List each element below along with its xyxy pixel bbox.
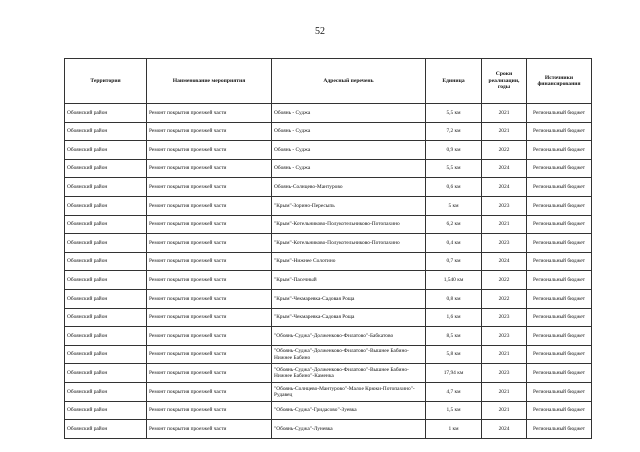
cell-source: Региональный бюджет xyxy=(527,401,592,420)
cell-unit: 5,8 км xyxy=(426,345,482,364)
roads-repair-table xyxy=(64,58,592,439)
cell-event: Ремонт покрытия проезжей части xyxy=(147,122,272,141)
cell-address: Обоянь - Суджа xyxy=(272,104,426,123)
header-source: Источники финансирования xyxy=(527,59,592,104)
cell-year: 2022 xyxy=(482,271,527,290)
cell-year: 2021 xyxy=(482,345,527,364)
cell-source: Региональный бюджет xyxy=(527,382,592,401)
cell-address: "Обоянь-Суджа"-Долженково-Филатово"-Вышнее Бабино-Нижнее Бабино xyxy=(272,345,426,364)
cell-event: Ремонт покрытия проезжей части xyxy=(147,364,272,383)
cell-unit: 7,2 км xyxy=(426,122,482,141)
table-row xyxy=(65,271,592,290)
cell-unit: 0,9 км xyxy=(426,141,482,160)
cell-unit: 1,6 км xyxy=(426,308,482,327)
cell-source: Региональный бюджет xyxy=(527,104,592,123)
cell-year: 2023 xyxy=(482,327,527,346)
cell-year: 2021 xyxy=(482,104,527,123)
cell-territory: Обоянский район xyxy=(65,420,147,439)
table-row xyxy=(65,252,592,271)
table-row xyxy=(65,345,592,364)
cell-address: Обоянь-Солнцево-Мантурово xyxy=(272,178,426,197)
cell-source: Региональный бюджет xyxy=(527,252,592,271)
cell-unit: 0,4 км xyxy=(426,234,482,253)
cell-source: Региональный бюджет xyxy=(527,178,592,197)
cell-event: Ремонт покрытия проезжей части xyxy=(147,401,272,420)
cell-year: 2024 xyxy=(482,178,527,197)
cell-unit: 17,94 км xyxy=(426,364,482,383)
cell-address: "Крым"-Котельниково-Полукотельниково-Потопахино xyxy=(272,234,426,253)
cell-event: Ремонт покрытия проезжей части xyxy=(147,271,272,290)
cell-year: 2023 xyxy=(482,196,527,215)
cell-address: "Крым"-Чекмаревка-Садовая Роща xyxy=(272,308,426,327)
cell-territory: Обоянский район xyxy=(65,327,147,346)
cell-territory: Обоянский район xyxy=(65,122,147,141)
table-row xyxy=(65,382,592,401)
cell-address: "Обоянь-Суджа"-Гридасово"-Зуевка xyxy=(272,401,426,420)
table-row xyxy=(65,215,592,234)
table-header-row xyxy=(65,59,592,104)
table-row xyxy=(65,289,592,308)
header-territory: Территория xyxy=(65,59,147,104)
cell-unit: 8,5 км xyxy=(426,327,482,346)
table-row xyxy=(65,308,592,327)
cell-unit: 6,2 км xyxy=(426,215,482,234)
cell-event: Ремонт покрытия проезжей части xyxy=(147,196,272,215)
cell-year: 2021 xyxy=(482,122,527,141)
cell-territory: Обоянский район xyxy=(65,252,147,271)
cell-source: Региональный бюджет xyxy=(527,308,592,327)
cell-territory: Обоянский район xyxy=(65,196,147,215)
cell-event: Ремонт покрытия проезжей части xyxy=(147,234,272,253)
table-row xyxy=(65,327,592,346)
cell-territory: Обоянский район xyxy=(65,289,147,308)
cell-source: Региональный бюджет xyxy=(527,215,592,234)
table-row xyxy=(65,104,592,123)
table-row xyxy=(65,122,592,141)
header-years: Сроки реализации, годы xyxy=(482,59,527,104)
cell-event: Ремонт покрытия проезжей части xyxy=(147,327,272,346)
cell-year: 2021 xyxy=(482,382,527,401)
cell-event: Ремонт покрытия проезжей части xyxy=(147,215,272,234)
cell-unit: 0,8 км xyxy=(426,289,482,308)
cell-address: Обоянь - Суджа xyxy=(272,141,426,160)
cell-territory: Обоянский район xyxy=(65,271,147,290)
cell-event: Ремонт покрытия проезжей части xyxy=(147,345,272,364)
cell-source: Региональный бюджет xyxy=(527,327,592,346)
cell-event: Ремонт покрытия проезжей части xyxy=(147,141,272,160)
cell-address: Обоянь - Суджа xyxy=(272,122,426,141)
table-row xyxy=(65,420,592,439)
cell-territory: Обоянский район xyxy=(65,178,147,197)
cell-year: 2022 xyxy=(482,141,527,160)
cell-year: 2024 xyxy=(482,252,527,271)
cell-territory: Обоянский район xyxy=(65,364,147,383)
cell-source: Региональный бюджет xyxy=(527,159,592,178)
header-event: Наименование мероприятия xyxy=(147,59,272,104)
cell-source: Региональный бюджет xyxy=(527,141,592,160)
cell-year: 2021 xyxy=(482,401,527,420)
cell-address: "Крым"-Пасечный xyxy=(272,271,426,290)
header-unit: Единица xyxy=(426,59,482,104)
cell-address: "Обоянь-Суджа"-Долженково-Филатово"-Бабкатово xyxy=(272,327,426,346)
cell-territory: Обоянский район xyxy=(65,141,147,160)
header-address: Адресный перечень xyxy=(272,59,426,104)
cell-year: 2023 xyxy=(482,308,527,327)
cell-territory: Обоянский район xyxy=(65,215,147,234)
cell-source: Региональный бюджет xyxy=(527,271,592,290)
cell-source: Региональный бюджет xyxy=(527,364,592,383)
cell-event: Ремонт покрытия проезжей части xyxy=(147,159,272,178)
cell-address: "Обоянь-Солнцево-Мантурово"-Малое Крюки-Потопахино"-Рудавец xyxy=(272,382,426,401)
cell-address: "Крым"-Котельниково-Полукотельниково-Потопахино xyxy=(272,215,426,234)
cell-year: 2023 xyxy=(482,234,527,253)
cell-unit: 1,540 км xyxy=(426,271,482,290)
cell-unit: 4,7 км xyxy=(426,382,482,401)
cell-address: "Крым"-Зорино-Пересыпь xyxy=(272,196,426,215)
cell-territory: Обоянский район xyxy=(65,308,147,327)
page-number: 52 xyxy=(315,26,325,37)
table-row xyxy=(65,364,592,383)
table-row xyxy=(65,234,592,253)
cell-address: "Обоянь-Суджа"-Луневка xyxy=(272,420,426,439)
cell-event: Ремонт покрытия проезжей части xyxy=(147,420,272,439)
table-row xyxy=(65,141,592,160)
cell-year: 2024 xyxy=(482,159,527,178)
cell-unit: 5,5 км xyxy=(426,104,482,123)
cell-territory: Обоянский район xyxy=(65,104,147,123)
cell-year: 2021 xyxy=(482,215,527,234)
cell-unit: 5,5 км xyxy=(426,159,482,178)
cell-source: Региональный бюджет xyxy=(527,289,592,308)
cell-territory: Обоянский район xyxy=(65,401,147,420)
cell-unit: 5 км xyxy=(426,196,482,215)
cell-event: Ремонт покрытия проезжей части xyxy=(147,382,272,401)
cell-year: 2022 xyxy=(482,289,527,308)
cell-unit: 1 км xyxy=(426,420,482,439)
cell-territory: Обоянский район xyxy=(65,159,147,178)
cell-event: Ремонт покрытия проезжей части xyxy=(147,178,272,197)
cell-address: Обоянь - Суджа xyxy=(272,159,426,178)
cell-territory: Обоянский район xyxy=(65,234,147,253)
table-row xyxy=(65,178,592,197)
cell-address: "Крым"-Нижнее Солотино xyxy=(272,252,426,271)
cell-territory: Обоянский район xyxy=(65,382,147,401)
cell-event: Ремонт покрытия проезжей части xyxy=(147,252,272,271)
table-row xyxy=(65,196,592,215)
cell-source: Региональный бюджет xyxy=(527,345,592,364)
cell-source: Региональный бюджет xyxy=(527,234,592,253)
cell-unit: 0,6 км xyxy=(426,178,482,197)
cell-event: Ремонт покрытия проезжей части xyxy=(147,308,272,327)
table-row xyxy=(65,401,592,420)
cell-address: "Обоянь-Суджа"-Долженково-Филатово"-Вышнее Бабино-Нижнее Бабино"-Каменка xyxy=(272,364,426,383)
cell-event: Ремонт покрытия проезжей части xyxy=(147,104,272,123)
cell-unit: 0,7 км xyxy=(426,252,482,271)
table-row xyxy=(65,159,592,178)
cell-year: 2024 xyxy=(482,420,527,439)
cell-source: Региональный бюджет xyxy=(527,420,592,439)
cell-unit: 1,5 км xyxy=(426,401,482,420)
cell-territory: Обоянский район xyxy=(65,345,147,364)
cell-source: Региональный бюджет xyxy=(527,196,592,215)
cell-address: "Крым"-Чекмаревка-Садовая Роща xyxy=(272,289,426,308)
cell-year: 2023 xyxy=(482,364,527,383)
cell-event: Ремонт покрытия проезжей части xyxy=(147,289,272,308)
cell-source: Региональный бюджет xyxy=(527,122,592,141)
